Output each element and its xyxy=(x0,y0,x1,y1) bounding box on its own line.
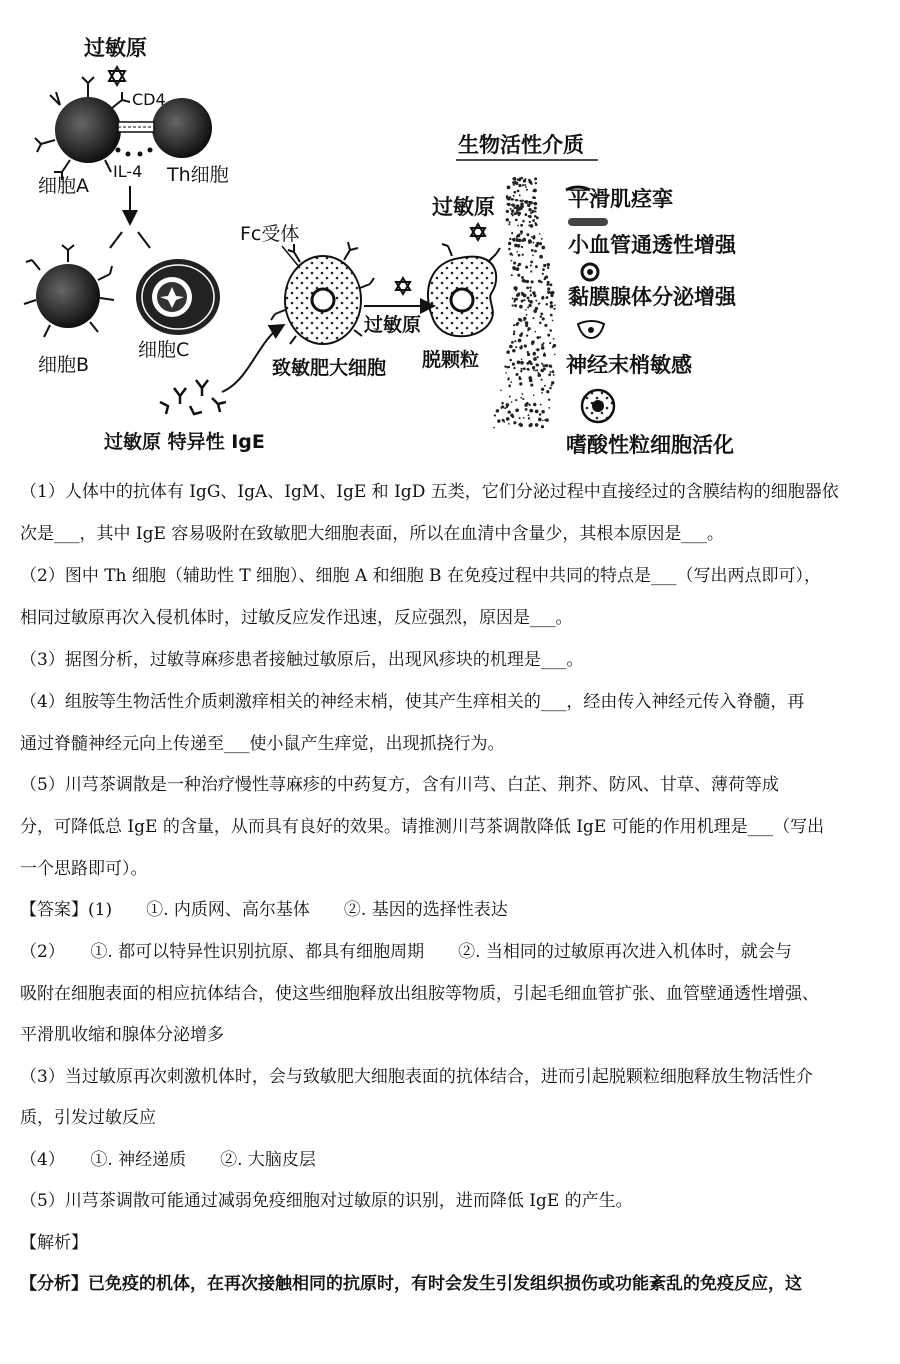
degranulating-cell xyxy=(428,244,500,336)
th-cell-label: Th细胞 xyxy=(167,164,229,186)
ige-antibodies-icon xyxy=(160,380,226,414)
allergen-label-right: 过敏原 xyxy=(432,195,495,219)
sensitized-mast-cell xyxy=(271,242,374,344)
allergy-mechanism-figure xyxy=(0,0,900,470)
answer-3-line-1: （3）当过敏原再次刺激机体时，会与致敏肥大细胞表面的抗体结合，进而引起脱颗粒细胞释放生物活性介 xyxy=(20,1067,813,1087)
question-5-line-1: （5）川芎茶调散是一种治疗慢性荨麻疹的中药复方，含有川芎、白芷、荆芥、防风、甘草、薄荷等成 xyxy=(20,775,779,795)
fc-receptor-label: Fc受体 xyxy=(240,223,300,245)
cell-c xyxy=(136,259,220,335)
answer-5: （5）川芎茶调散可能通过减弱免疫细胞对过敏原的识别，进而降低 IgE 的产生。 xyxy=(20,1191,633,1211)
cell-b xyxy=(24,245,114,337)
question-2-line-2: 相同过敏原再次入侵机体时，过敏反应发作迅速，反应强烈，原因是___。 xyxy=(20,608,573,628)
answer-1: 【答案】(1) ①. 内质网、高尔基体 ②. 基因的选择性表达 xyxy=(20,900,508,920)
effect-2: 小血管通透性增强 xyxy=(568,233,736,257)
cd4-label: CD4 xyxy=(132,90,166,109)
il4-dots xyxy=(116,148,153,157)
answer-2-line-3: 平滑肌收缩和腺体分泌增多 xyxy=(20,1025,224,1045)
answer-2-line-2: 吸附在细胞表面的相应抗体结合，使这些细胞释放出组胺等物质，引起毛细血管扩张、血管壁通透性增强、 xyxy=(20,984,819,1004)
effect-3: 黏膜腺体分泌增强 xyxy=(568,285,736,309)
mediator-title: 生物活性介质 xyxy=(458,133,584,157)
eosinophil-icon xyxy=(582,390,614,422)
question-5-line-3: 一个思路即可）。 xyxy=(20,859,148,879)
question-4-line-1: （4）组胺等生物活性介质刺激痒相关的神经末梢，使其产生痒相关的___，经由传入神经元传入脊髓，再 xyxy=(20,692,805,712)
specific-ige-label: 过敏原 特异性 IgE xyxy=(104,431,265,453)
mediator-spray xyxy=(493,177,556,429)
question-1-line-2: 次是___，其中 IgE 容易吸附在致敏肥大细胞表面，所以在血清中含量少，其根本原因是___。 xyxy=(20,524,724,544)
question-2-line-1: （2）图中 Th 细胞（辅助性 T 细胞）、细胞 A 和细胞 B 在免疫过程中共同的特点是___（写出两点即可）， xyxy=(20,566,821,586)
allergen-star-icon xyxy=(109,67,125,85)
effect-4: 神经末梢敏感 xyxy=(566,353,692,377)
answer-3-line-2: 质，引发过敏反应 xyxy=(20,1108,156,1128)
question-3-line-1: （3）据图分析，过敏荨麻疹患者接触过敏原后，出现风疹块的机理是___。 xyxy=(20,650,584,670)
nerve-ending-icon xyxy=(578,321,604,338)
cell-c-label: 细胞C xyxy=(138,339,190,361)
question-1-line-1: （1）人体中的抗体有 IgG、IgA、IgM、IgE 和 IgD 五类，它们分泌过程中直接经过的含膜结构的细胞器依 xyxy=(20,482,839,502)
allergen-star-icon-mid xyxy=(396,278,410,294)
allergen-star-icon-right xyxy=(471,224,485,240)
answer-4: （4） ①. 神经递质 ②. 大脑皮层 xyxy=(20,1150,316,1170)
blood-vessel-icon xyxy=(568,218,608,226)
allergen-label-top: 过敏原 xyxy=(84,36,147,60)
allergen-label-mid: 过敏原 xyxy=(364,314,422,336)
analysis-text: 【分析】已免疫的机体，在再次接触相同的抗原时，有时会发生引发组织损伤或功能紊乱的免疫反应，这 xyxy=(20,1274,802,1294)
answer-2-line-1: （2） ①. 都可以特异性识别抗原、都具有细胞周期 ②. 当相同的过敏原再次进入机体时，就会与 xyxy=(20,942,792,962)
analysis-heading: 【解析】 xyxy=(20,1233,88,1253)
effect-5: 嗜酸性粒细胞活化 xyxy=(566,433,734,457)
degranulation-label: 脱颗粒 xyxy=(422,349,480,371)
effect-1: 平滑肌痉挛 xyxy=(568,187,673,211)
cell-b-label: 细胞B xyxy=(38,354,90,376)
cell-a-label: 细胞A xyxy=(38,175,89,197)
mast-cell-label: 致敏肥大细胞 xyxy=(272,357,387,379)
gland-icon xyxy=(582,264,598,280)
question-5-line-2: 分，可降低总 IgE 的含量，从而具有良好的效果。请推测川芎茶调散降低 IgE 可能的作用机理是___（写出 xyxy=(20,817,825,837)
il4-label: IL-4 xyxy=(113,162,143,181)
question-4-line-2: 通过脊髓神经元向上传递至___使小鼠产生痒觉，出现抓挠行为。 xyxy=(20,734,505,754)
